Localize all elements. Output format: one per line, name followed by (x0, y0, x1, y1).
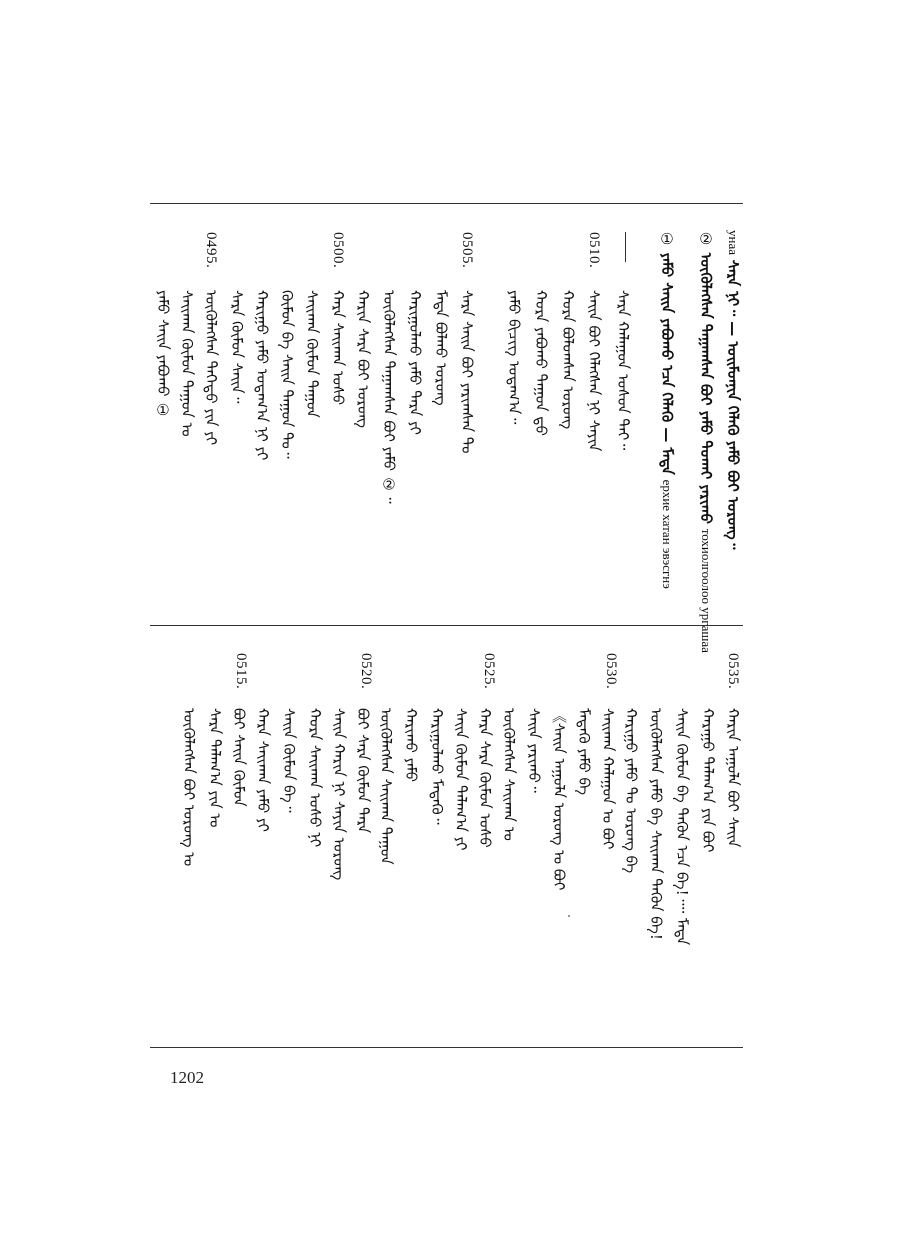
verse-line: ᠬᠠᠷᠢᠭᠤᠯᠬᠤ ᠶᠠᠮᠤ ᠲᠡᠷᠡ ᠶᠢ (406, 290, 424, 435)
verse-line: ᠰᠠᠢᠨ ᠬᠦᠮᠦᠨ ᠲᠠᠯᠠᠭ᠎ᠠ ᠶᠢ (452, 708, 470, 851)
verse-line: ᠰᠠᠷᠠ ᠬᠠᠯᠠᠭᠤᠨ ᠤᠰᠤᠨ ᠲᠠᠢ᠃ (614, 290, 632, 451)
verse-line: ᠬᠠᠷᠢᠭᠤ ᠶᠠᠮᠤ ᠲᠤ ᠤᠷᠤᠩ ᠪᠡ (622, 708, 640, 874)
footnote-1 (722, 230, 744, 549)
verse-line: ᠰᠠᠢᠨ ᠬᠦᠮᠦᠨ ᠪᠡ᠃ (280, 708, 298, 813)
verse-line: ᠦᠭᠦᠯᠡᠭᠰᠡᠨ ᠶᠠᠮᠤ ᠪᠡ ᠰᠠᠢᠬᠠᠨ ᠲᠡᠭᠦᠨ ᠪᠠ! (647, 708, 665, 940)
footnote-text: ᠶᠠᠮᠤ ᠰᠠᠢᠨ ᠶᠠᠪᠤᠬᠤ ᠡᠴᠡ ᠬᠡᠯᠡᠬᠦ — ᠮᠡᠳᠡ (658, 252, 676, 475)
verse-line: ᠬᠤᠷᠠ ᠶᠠᠪᠤᠬᠤ ᠳᠠᠭᠤᠨ ᠳ᠋ᠤ (532, 290, 550, 436)
footnote-latin: тохиолгоолоо ургашаа (699, 528, 714, 653)
verse-line: ᠰᠠᠷᠠ ᠲᠠᠯᠠᠭ᠎ᠠ ᠶᠢᠨ ᠤ (206, 708, 224, 828)
verse-line: ᠮᠡᠳᠡᠬᠦ ᠶᠠᠮᠤ ᠪᠠ (575, 708, 593, 796)
top-rule (150, 203, 743, 204)
verse-line: ᠦᠭᠦᠯᠡᠭᠰᠡᠨ ᠪᠤᠢ ᠤᠷᠤᠩ ᠤ (180, 708, 198, 867)
verse-line: ᠮᠡᠳᠡ ᠪᠤᠯᠬᠤ ᠤᠷᠤᠩ (432, 290, 450, 406)
verse-number: 0530. (603, 653, 619, 690)
footnote-text: ᠰᠠᠷᠠ ᠨᠢ᠃ — ᠤᠢᠮᠦᠨᠨᠢᠨ ᠬᠡᠯᠡᠬᠦ ᠶᠠᠮᠤ ᠪᠤᠢ ᠤᠷᠤᠩ᠃ (724, 259, 742, 550)
verse-line: ᠰᠠᠢᠨ ᠬᠦᠮᠦᠨ ᠪᠡ ᠲᠡᠭᠦᠨ ᠡᠴᠡ ᠪᠠ!᠁ ᠮᠡᠳᠡ (673, 708, 691, 946)
verse-line: ᠬᠠᠷᠠ ᠰᠠᠢᠬᠠᠨ ᠶᠠᠮᠤ ᠶᠢ (254, 708, 272, 832)
verse-line: ᠰᠠᠷᠠ ᠬᠦᠮᠦᠨ ᠰᠠᠢᠨ᠃ (228, 290, 246, 404)
verse-number: 0515. (233, 653, 249, 690)
verse-line: ᠰᠠᠢᠬᠠᠨ ᠬᠦᠮᠦᠨ ᠳᠠᠭᠤᠨ ᠤ (178, 290, 196, 437)
verse-line: ᠶᠠᠮᠤ ᠪᠢᠴᠢᠭ ᠤᠳᠠᠭ᠎ᠠ᠃ (505, 290, 523, 425)
verse-line: ᠬᠤᠷᠠ ᠪᠤᠯᠤᠭᠰᠠᠨ ᠤᠷᠤᠩ (559, 290, 577, 430)
verse-line: ᠬᠠᠷᠠᠭᠤ ᠲᠠᠯᠠᠭ᠎ᠠ ᠶᠢᠨ ᠪᠤᠢ (699, 708, 717, 853)
verse-line: ᠬᠤᠷᠠ ᠰᠠᠢᠬᠠᠨ ᠤᠰᠤ ᠨᠢ (306, 708, 324, 848)
verse-line: ᠬᠠᠷᠠ ᠰᠠᠷᠠ ᠬᠦᠮᠦᠨ ᠤᠰᠤ (476, 708, 494, 848)
verse-line: ᠶᠠᠮᠤ ᠰᠠᠢᠨ ᠶᠠᠪᠤᠬᠤ ① (154, 290, 172, 420)
verse-line: ᠦᠭᠦᠯᠡᠭᠰᠡᠨ ᠲᠡᠭᠡᠳᠦ ᠶᠢᠨ ᠶᠢ (202, 290, 220, 446)
verse-line: ᠰᠠᠢᠬᠠᠨ ᠬᠦᠮᠦᠨ ᠳᠠᠭᠤᠨ (303, 290, 321, 418)
footnote-latin: yнaa (726, 230, 741, 255)
verse-line: ᠰᠠᠢᠨ ᠪᠤᠢ ᠬᠡᠯᠡᠭᠰᠡᠨ ᠨᠢ ᠰᠠᠶᠢᠨ (585, 290, 603, 452)
page-number: 1202 (170, 1068, 204, 1087)
verse-line: 《ᠰᠠᠢᠨ ᠠᠭᠤᠯᠠ ᠤᠷᠤᠩ ᠤ ᠪᠤᠢ (550, 708, 568, 891)
verse-number: 0520. (358, 653, 374, 690)
footnote-latin: ерхие хатан эвэсгнэ (660, 479, 675, 589)
footnote-marker: ① (658, 230, 676, 248)
verse-number: 0500. (330, 232, 346, 269)
verse-number: 0535. (725, 653, 741, 690)
verse-line: ᠪᠤᠢ ᠰᠠᠷᠠ ᠬᠦᠮᠦᠨ ᠲᠡᠷᠡ (354, 708, 372, 834)
print-speck (568, 915, 570, 917)
verse-line: ᠦᠭᠦᠯᠡᠭᠰᠡᠨ ᠰᠠᠢᠬᠠᠨ ᠤ (500, 708, 518, 841)
footnote-2 (695, 230, 717, 653)
verse-number: 0510. (586, 232, 602, 269)
verse-line: ᠦᠭᠦᠯᠡᠭᠰᠡᠨ ᠳᠠᠭᠠᠭᠰᠠᠨ ᠪᠤᠢ ᠶᠠᠮᠤ ②᠃ (380, 290, 398, 504)
footnote-separator (625, 232, 626, 262)
footnote-marker: ② (697, 230, 715, 248)
verse-line: ᠰᠠᠷᠠ ᠰᠠᠢᠨ ᠪᠤᠢ ᠶᠠᠷᠢᠭᠰᠠᠨ ᠲᠤ (458, 290, 476, 454)
verse-line: ᠬᠠᠷᠢᠭᠤ ᠶᠠᠮᠤ ᠤᠳᠠᠭ᠎ᠠ ᠨᠢ ᠶᠢ (253, 290, 271, 461)
verse-line: ᠦᠭᠦᠯᠡᠭᠰᠡᠨ ᠰᠠᠢᠬᠠᠨ ᠳᠠᠭᠤᠨ (377, 708, 395, 865)
bottom-rule (150, 1047, 743, 1048)
verse-line: ᠪᠤᠢ ᠰᠠᠢᠨ ᠬᠦᠮᠦᠨ (230, 708, 248, 807)
verse-line: ᠬᠠᠷᠢᠨ ᠠᠭᠤᠯᠠ ᠪᠤᠢ ᠰᠠᠢᠨ (724, 708, 742, 848)
footnote-3 (656, 230, 678, 589)
verse-line: ᠬᠠᠷᠢᠬᠤ ᠶᠠᠮᠤ (402, 708, 420, 783)
middle-rule (150, 625, 743, 626)
verse-number: 0505. (459, 232, 475, 269)
footnote-text: ᠦᠭᠦᠯᠡᠭᠰᠡᠨ ᠳᠠᠭᠠᠭᠰᠠᠨ ᠪᠤᠢ ᠶᠠᠮᠤ ᠲᠤᠬᠠᠢ ᠶᠠᠷᠢᠬᠤ (697, 252, 715, 524)
verse-line: ᠬᠦᠮᠦᠨ ᠪᠡ ᠰᠠᠢᠨ ᠳᠠᠭᠤᠨ ᠲᠤ᠃ (278, 290, 296, 459)
verse-line: ᠬᠠᠷᠢᠨ ᠰᠠᠷᠠ ᠪᠤᠢ ᠤᠷᠤᠩ (354, 290, 372, 429)
verse-number: 0525. (481, 653, 497, 690)
verse-line: ᠬᠠᠷᠠ ᠰᠠᠢᠬᠠᠨ ᠤᠰᠤ (329, 290, 347, 406)
verse-line: ᠰᠠᠢᠨ ᠬᠠᠷᠢᠨ ᠨᠢ ᠰᠠᠶᠢᠨ ᠤᠷᠤᠩ (330, 708, 348, 881)
verse-line: ᠬᠠᠷᠢᠭᠤᠯᠬᠤ ᠮᠡᠳᠡᠬᠦ᠃ (428, 708, 446, 825)
verse-line: ᠰᠠᠢᠨ ᠶᠠᠷᠢᠬᠤ᠃ (525, 708, 543, 793)
verse-number: 0495. (203, 232, 219, 269)
verse-line: ᠰᠠᠢᠬᠠᠨ ᠬᠠᠯᠠᠭᠤᠨ ᠤ ᠪᠤᠢ (599, 708, 617, 850)
